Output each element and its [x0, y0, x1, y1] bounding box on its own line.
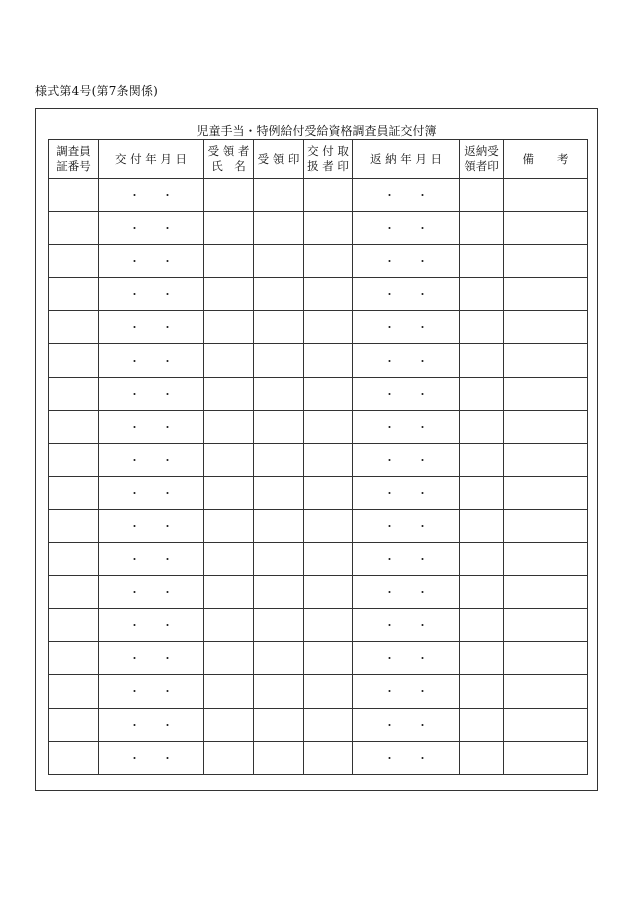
table-row — [49, 443, 588, 476]
remarks-cell[interactable] — [504, 278, 588, 311]
date-separator-dots: ・ ・ — [384, 519, 428, 533]
id-number-cell[interactable] — [49, 311, 99, 344]
recipient-name-cell[interactable] — [204, 642, 254, 675]
col-header-recipient-name: 受 領 者 氏 名 — [204, 140, 254, 179]
receipt-seal-cell[interactable] — [254, 543, 304, 576]
date-separator-dots: ・ ・ — [129, 751, 173, 765]
date-separator-dots: ・ ・ — [384, 619, 428, 633]
issue-date-cell[interactable] — [99, 609, 204, 642]
recipient-name-cell[interactable] — [204, 311, 254, 344]
issue-date-cell[interactable] — [99, 377, 204, 410]
table-row — [49, 642, 588, 675]
receipt-seal-cell[interactable] — [254, 311, 304, 344]
receipt-seal-cell[interactable] — [254, 410, 304, 443]
date-separator-dots: ・ ・ — [129, 189, 173, 203]
return-date-cell[interactable] — [353, 741, 460, 774]
date-separator-dots: ・ ・ — [129, 321, 173, 335]
issue-date-cell[interactable] — [99, 708, 204, 741]
return-receiver-seal-cell[interactable] — [460, 509, 504, 542]
date-separator-dots: ・ ・ — [384, 321, 428, 335]
recipient-name-cell[interactable] — [204, 245, 254, 278]
date-separator-dots: ・ ・ — [129, 619, 173, 633]
issue-date-cell[interactable] — [99, 410, 204, 443]
col-header-issuer-seal: 交 付 取 扱 者 印 — [304, 140, 353, 179]
receipt-seal-cell[interactable] — [254, 576, 304, 609]
return-receiver-seal-cell[interactable] — [460, 344, 504, 377]
table-row — [49, 741, 588, 774]
issue-date-cell[interactable] — [99, 245, 204, 278]
return-date-cell[interactable] — [353, 609, 460, 642]
return-date-cell[interactable] — [353, 212, 460, 245]
recipient-name-cell[interactable] — [204, 476, 254, 509]
date-separator-dots: ・ ・ — [129, 420, 173, 434]
return-date-cell[interactable] — [353, 543, 460, 576]
date-separator-dots: ・ ・ — [129, 255, 173, 269]
issuer-seal-cell[interactable] — [304, 543, 353, 576]
issuer-seal-cell[interactable] — [304, 708, 353, 741]
return-receiver-seal-cell[interactable] — [460, 179, 504, 212]
id-number-cell[interactable] — [49, 278, 99, 311]
date-separator-dots: ・ ・ — [129, 652, 173, 666]
date-separator-dots: ・ ・ — [129, 486, 173, 500]
receipt-seal-cell[interactable] — [254, 741, 304, 774]
issuer-seal-cell[interactable] — [304, 576, 353, 609]
return-receiver-seal-cell[interactable] — [460, 377, 504, 410]
return-date-cell[interactable] — [353, 245, 460, 278]
receipt-seal-cell[interactable] — [254, 278, 304, 311]
date-separator-dots: ・ ・ — [384, 586, 428, 600]
recipient-name-cell[interactable] — [204, 443, 254, 476]
return-receiver-seal-cell[interactable] — [460, 443, 504, 476]
table-row — [49, 543, 588, 576]
table-row — [49, 675, 588, 708]
return-date-cell[interactable] — [353, 642, 460, 675]
recipient-name-cell[interactable] — [204, 543, 254, 576]
table-row — [49, 278, 588, 311]
header-row — [49, 140, 588, 179]
date-separator-dots: ・ ・ — [129, 222, 173, 236]
recipient-name-cell[interactable] — [204, 708, 254, 741]
issue-date-cell[interactable] — [99, 443, 204, 476]
issuer-seal-cell[interactable] — [304, 509, 353, 542]
issuer-seal-cell[interactable] — [304, 212, 353, 245]
date-separator-dots: ・ ・ — [129, 718, 173, 732]
id-number-cell[interactable] — [49, 576, 99, 609]
date-separator-dots: ・ ・ — [384, 288, 428, 302]
return-receiver-seal-cell[interactable] — [460, 476, 504, 509]
return-receiver-seal-cell[interactable] — [460, 642, 504, 675]
date-separator-dots: ・ ・ — [129, 519, 173, 533]
id-number-cell[interactable] — [49, 212, 99, 245]
table-row — [49, 476, 588, 509]
return-receiver-seal-cell[interactable] — [460, 278, 504, 311]
ledger-table — [48, 139, 588, 775]
table-row — [49, 245, 588, 278]
issuer-seal-cell[interactable] — [304, 278, 353, 311]
return-receiver-seal-cell[interactable] — [460, 212, 504, 245]
col-header-issue-date: 交 付 年 月 日 — [99, 140, 204, 179]
table-row — [49, 609, 588, 642]
col-header-return-date: 返 納 年 月 日 — [353, 140, 460, 179]
recipient-name-cell[interactable] — [204, 609, 254, 642]
recipient-name-cell[interactable] — [204, 675, 254, 708]
date-separator-dots: ・ ・ — [384, 354, 428, 368]
table-row — [49, 410, 588, 443]
issue-date-cell[interactable] — [99, 509, 204, 542]
remarks-cell[interactable] — [504, 344, 588, 377]
receipt-seal-cell[interactable] — [254, 609, 304, 642]
recipient-name-cell[interactable] — [204, 410, 254, 443]
issue-date-cell[interactable] — [99, 278, 204, 311]
receipt-seal-cell[interactable] — [254, 377, 304, 410]
id-number-cell[interactable] — [49, 509, 99, 542]
id-number-cell[interactable] — [49, 410, 99, 443]
remarks-cell[interactable] — [504, 245, 588, 278]
issuer-seal-cell[interactable] — [304, 741, 353, 774]
return-receiver-seal-cell[interactable] — [460, 675, 504, 708]
id-number-cell[interactable] — [49, 609, 99, 642]
col-header-return-receiver-seal: 返納受 領者印 — [460, 140, 504, 179]
return-receiver-seal-cell[interactable] — [460, 741, 504, 774]
issue-date-cell[interactable] — [99, 212, 204, 245]
receipt-seal-cell[interactable] — [254, 179, 304, 212]
recipient-name-cell[interactable] — [204, 179, 254, 212]
date-separator-dots: ・ ・ — [384, 718, 428, 732]
form-number-label: 様式第4号(第7条関係) — [35, 84, 159, 98]
receipt-seal-cell[interactable] — [254, 245, 304, 278]
remarks-cell[interactable] — [504, 642, 588, 675]
issue-date-cell[interactable] — [99, 344, 204, 377]
return-date-cell[interactable] — [353, 675, 460, 708]
return-receiver-seal-cell[interactable] — [460, 609, 504, 642]
table-row — [49, 509, 588, 542]
remarks-cell[interactable] — [504, 476, 588, 509]
table-row — [49, 708, 588, 741]
remarks-cell[interactable] — [504, 509, 588, 542]
return-date-cell[interactable] — [353, 708, 460, 741]
return-receiver-seal-cell[interactable] — [460, 245, 504, 278]
id-number-cell[interactable] — [49, 245, 99, 278]
issuer-seal-cell[interactable] — [304, 609, 353, 642]
issuer-seal-cell[interactable] — [304, 245, 353, 278]
date-separator-dots: ・ ・ — [129, 553, 173, 567]
date-separator-dots: ・ ・ — [384, 189, 428, 203]
id-number-cell[interactable] — [49, 642, 99, 675]
date-separator-dots: ・ ・ — [129, 586, 173, 600]
issue-date-cell[interactable] — [99, 642, 204, 675]
remarks-cell[interactable] — [504, 741, 588, 774]
recipient-name-cell[interactable] — [204, 576, 254, 609]
date-separator-dots: ・ ・ — [129, 387, 173, 401]
issue-date-cell[interactable] — [99, 741, 204, 774]
issue-date-cell[interactable] — [99, 179, 204, 212]
issuer-seal-cell[interactable] — [304, 344, 353, 377]
return-receiver-seal-cell[interactable] — [460, 311, 504, 344]
return-date-cell[interactable] — [353, 476, 460, 509]
remarks-cell[interactable] — [504, 543, 588, 576]
table-row — [49, 179, 588, 212]
table-row — [49, 377, 588, 410]
remarks-cell[interactable] — [504, 377, 588, 410]
remarks-cell[interactable] — [504, 708, 588, 741]
id-number-cell[interactable] — [49, 543, 99, 576]
date-separator-dots: ・ ・ — [129, 354, 173, 368]
ledger-body — [49, 179, 588, 775]
id-number-cell[interactable] — [49, 708, 99, 741]
issue-date-cell[interactable] — [99, 675, 204, 708]
id-number-cell[interactable] — [49, 476, 99, 509]
issuer-seal-cell[interactable] — [304, 675, 353, 708]
id-number-cell[interactable] — [49, 741, 99, 774]
receipt-seal-cell[interactable] — [254, 708, 304, 741]
return-receiver-seal-cell[interactable] — [460, 708, 504, 741]
recipient-name-cell[interactable] — [204, 377, 254, 410]
date-separator-dots: ・ ・ — [129, 453, 173, 467]
remarks-cell[interactable] — [504, 443, 588, 476]
issue-date-cell[interactable] — [99, 576, 204, 609]
receipt-seal-cell[interactable] — [254, 476, 304, 509]
issuer-seal-cell[interactable] — [304, 476, 353, 509]
remarks-cell[interactable] — [504, 675, 588, 708]
return-date-cell[interactable] — [353, 278, 460, 311]
return-date-cell[interactable] — [353, 410, 460, 443]
ledger-frame — [35, 108, 598, 791]
return-receiver-seal-cell[interactable] — [460, 543, 504, 576]
receipt-seal-cell[interactable] — [254, 443, 304, 476]
id-number-cell[interactable] — [49, 179, 99, 212]
receipt-seal-cell[interactable] — [254, 642, 304, 675]
remarks-cell[interactable] — [504, 179, 588, 212]
recipient-name-cell[interactable] — [204, 212, 254, 245]
receipt-seal-cell[interactable] — [254, 344, 304, 377]
date-separator-dots: ・ ・ — [384, 420, 428, 434]
return-date-cell[interactable] — [353, 576, 460, 609]
document-title: 児童手当・特例給付受給資格調査員証交付簿 — [196, 124, 437, 138]
table-row — [49, 311, 588, 344]
table-row — [49, 344, 588, 377]
return-date-cell[interactable] — [353, 179, 460, 212]
issuer-seal-cell[interactable] — [304, 179, 353, 212]
receipt-seal-cell[interactable] — [254, 509, 304, 542]
return-date-cell[interactable] — [353, 377, 460, 410]
issuer-seal-cell[interactable] — [304, 410, 353, 443]
return-date-cell[interactable] — [353, 509, 460, 542]
issuer-seal-cell[interactable] — [304, 443, 353, 476]
recipient-name-cell[interactable] — [204, 509, 254, 542]
table-row — [49, 576, 588, 609]
date-separator-dots: ・ ・ — [129, 685, 173, 699]
date-separator-dots: ・ ・ — [384, 553, 428, 567]
date-separator-dots: ・ ・ — [384, 222, 428, 236]
receipt-seal-cell[interactable] — [254, 675, 304, 708]
return-receiver-seal-cell[interactable] — [460, 410, 504, 443]
date-separator-dots: ・ ・ — [384, 387, 428, 401]
id-number-cell[interactable] — [49, 675, 99, 708]
date-separator-dots: ・ ・ — [384, 453, 428, 467]
return-date-cell[interactable] — [353, 311, 460, 344]
date-separator-dots: ・ ・ — [384, 652, 428, 666]
issue-date-cell[interactable] — [99, 476, 204, 509]
return-date-cell[interactable] — [353, 443, 460, 476]
date-separator-dots: ・ ・ — [129, 288, 173, 302]
return-receiver-seal-cell[interactable] — [460, 576, 504, 609]
return-date-cell[interactable] — [353, 344, 460, 377]
date-separator-dots: ・ ・ — [384, 751, 428, 765]
table-row — [49, 212, 588, 245]
date-separator-dots: ・ ・ — [384, 685, 428, 699]
remarks-cell[interactable] — [504, 311, 588, 344]
issuer-seal-cell[interactable] — [304, 311, 353, 344]
recipient-name-cell[interactable] — [204, 741, 254, 774]
id-number-cell[interactable] — [49, 443, 99, 476]
remarks-cell[interactable] — [504, 576, 588, 609]
issuer-seal-cell[interactable] — [304, 377, 353, 410]
issuer-seal-cell[interactable] — [304, 642, 353, 675]
remarks-cell[interactable] — [504, 609, 588, 642]
date-separator-dots: ・ ・ — [384, 486, 428, 500]
id-number-cell[interactable] — [49, 377, 99, 410]
issue-date-cell[interactable] — [99, 311, 204, 344]
col-header-remarks: 備 考 — [504, 140, 588, 179]
remarks-cell[interactable] — [504, 212, 588, 245]
issue-date-cell[interactable] — [99, 543, 204, 576]
recipient-name-cell[interactable] — [204, 344, 254, 377]
id-number-cell[interactable] — [49, 344, 99, 377]
recipient-name-cell[interactable] — [204, 278, 254, 311]
receipt-seal-cell[interactable] — [254, 212, 304, 245]
col-header-receipt-seal: 受 領 印 — [254, 140, 304, 179]
col-header-id-number: 調査員 証番号 — [49, 140, 99, 179]
date-separator-dots: ・ ・ — [384, 255, 428, 269]
remarks-cell[interactable] — [504, 410, 588, 443]
